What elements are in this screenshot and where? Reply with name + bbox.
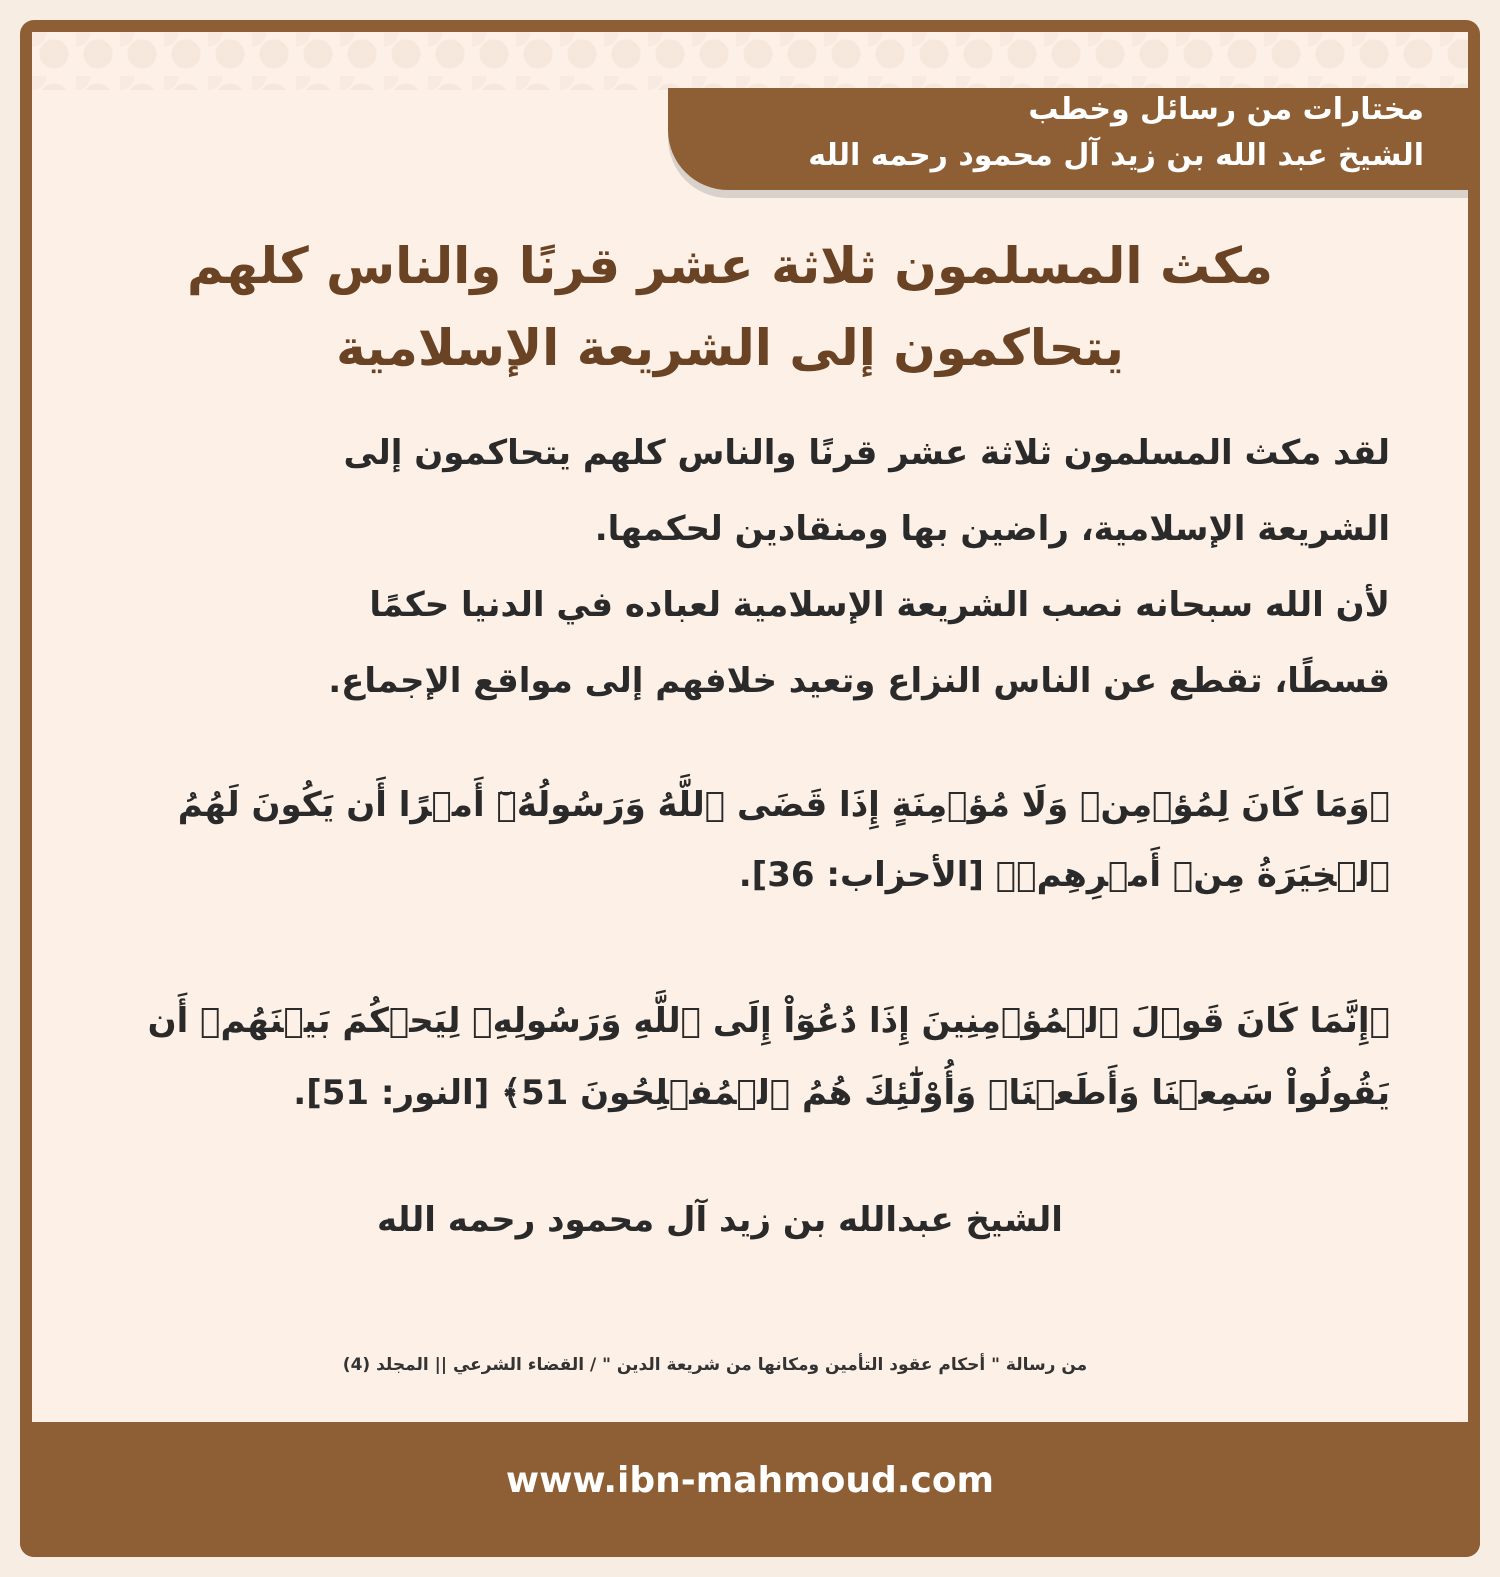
quote-nur-line-1: ﴿إِنَّمَا كَانَ قَوۡلَ ٱلۡمُؤۡمِنِينَ إِذَا دُعُوٓاْ إِلَى ٱللَّهِ وَرَسُولِهِۦ لِيَحۡكُمَ بَيۡنَهُمۡ أَن [147,1001,1390,1041]
title-line-1: مكث المسلمون ثلاثة عشر قرنًا والناس كلهم [187,237,1273,295]
page-title [70,225,1390,389]
paragraph-line-3: لأن الله سبحانه نصب الشريعة الإسلامية لعباده في الدنيا حكمًا [369,585,1390,625]
decorative-pattern [32,32,1468,90]
paragraph-line-4: قسطًا، تقطع عن الناس النزاع وتعيد خلافهم إلى مواقع الإجماع. [328,661,1390,701]
quote-ahzab-line-1: ﴿وَمَا كَانَ لِمُؤۡمِنٖ وَلَا مُؤۡمِنَةٍ إِذَا قَضَى ٱللَّهُ وَرَسُولُهُۥٓ أَمۡرًا أَن يَكُونَ لَهُمُ [177,785,1390,825]
main-paragraph [110,415,1390,719]
header-author: الشيخ عبد الله بن زيد آل محمود رحمه الله [808,138,1424,173]
website-link[interactable]: www.ibn-mahmoud.com [505,1460,995,1501]
quran-quote-nur [110,985,1390,1129]
title-line-2: يتحاكمون إلى الشريعة الإسلامية [336,319,1124,377]
quote-nur-line-2: يَقُولُواْ سَمِعۡنَا وَأَطَعۡنَاۚ وَأُوْلَٰٓئِكَ هُمُ ٱلۡمُفۡلِحُونَ 51﴾ [النور: 51]. [293,1073,1390,1113]
source-citation: من رسالة " أحكام عقود التأمين ومكانها من شريعة الدين " / القضاء الشرعي || المجلد (4) [342,1355,1088,1375]
author-signature: الشيخ عبدالله بن زيد آل محمود رحمه الله [377,1200,1063,1240]
paragraph-line-1: لقد مكث المسلمون ثلاثة عشر قرنًا والناس كلهم يتحاكمون إلى [343,433,1390,473]
header-subtitle: مختارات من رسائل وخطب [1028,92,1424,127]
quran-quote-ahzab [110,770,1390,910]
quote-ahzab-line-2: ٱلۡخِيَرَةُ مِنۡ أَمۡرِهِمۡ﴾ [الأحزاب: 36]. [738,855,1390,895]
paragraph-line-2: الشريعة الإسلامية، راضين بها ومنقادين لحكمها. [594,509,1390,549]
header-band [668,88,1468,190]
